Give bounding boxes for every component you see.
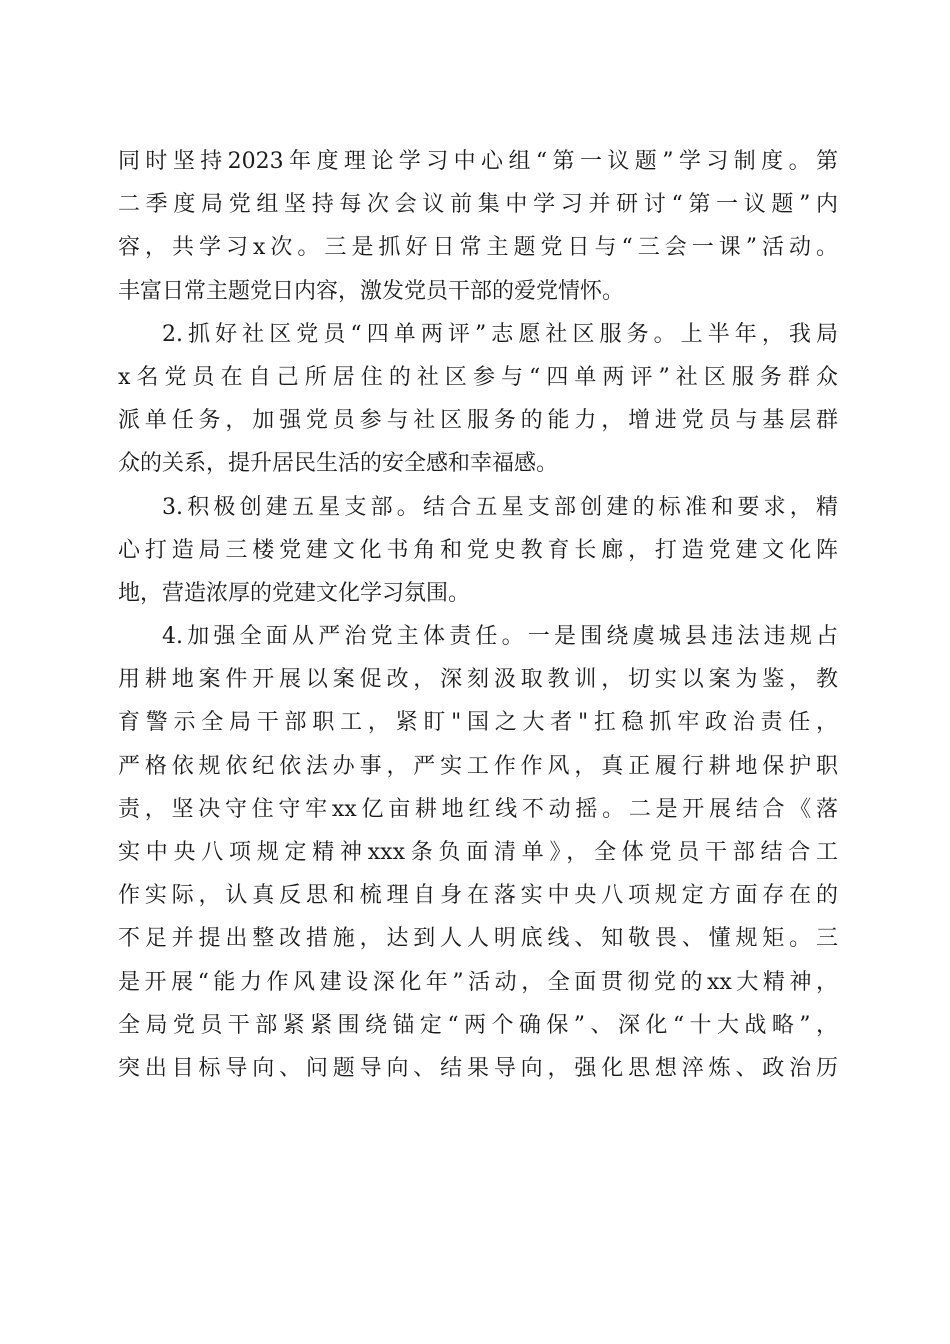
text-line: 同时坚持2023年度理论学习中心组“第一议题”学习制度。第 [118,149,838,174]
paragraph-1 [118,140,838,313]
text-line: 二季度局党组坚持每次会议前集中学习并研讨“第一议题”内 [118,192,838,218]
text-line: 2.抓好社区党员“四单两评”志愿社区服务。上半年，我局 [162,321,838,347]
text-line: 派单任务，加强党员参与社区服务的能力，增进党员与基层群 [118,408,838,434]
text-line: 实中央八项规定精神xxx条负面清单》，全体党员干部结合工 [118,840,838,865]
text-line: 全局党员干部紧紧围绕锚定“两个确保”、深化“十大战略”， [118,1012,838,1038]
text-line: 用耕地案件开展以案促改，深刻汲取教训，切实以案为鉴，教 [118,667,838,693]
text-line: 是开展“能力作风建设深化年”活动，全面贯彻党的xx大精神， [118,969,838,995]
text-line: 4.加强全面从严治党主体责任。一是围绕虞城县违法违规占 [162,624,838,650]
text-line: 不足并提出整改措施，达到人人明底线、知敬畏、懂规矩。三 [118,926,838,952]
text-line: 严格依规依纪依法办事，严实工作作风，真正履行耕地保护职 [118,753,838,779]
text-line: 容，共学习x次。三是抓好日常主题党日与“三会一课”活动。 [118,235,838,261]
paragraph-4 [118,615,838,1090]
text-line: 丰富日常主题党日内容，激发党员干部的爱党情怀。 [118,278,625,304]
text-line: 突出目标导向、问题导向、结果导向，强化思想淬炼、政治历 [118,1055,838,1081]
paragraph-3 [118,486,838,616]
text-line: 作实际，认真反思和梳理自身在落实中央八项规定方面存在的 [118,883,838,909]
text-line: 责，坚决守住守牢xx亿亩耕地红线不动摇。二是开展结合《落 [118,796,838,822]
text-line: 地，营造浓厚的党建文化学习氛围。 [118,580,471,606]
paragraph-2 [118,313,838,486]
text-line: 3.积极创建五星支部。结合五星支部创建的标准和要求，精 [162,494,838,520]
text-line: 众的关系，提升居民生活的安全感和幸福感。 [118,451,559,477]
body-text [118,140,838,1090]
text-line: x名党员在自己所居住的社区参与“四单两评”社区服务群众 [118,364,838,390]
text-line: 心打造局三楼党建文化书角和党史教育长廊，打造党建文化阵 [118,537,838,563]
text-line: 育警示全局干部职工，紧盯"国之大者"扛稳抓牢政治责任， [118,710,838,736]
